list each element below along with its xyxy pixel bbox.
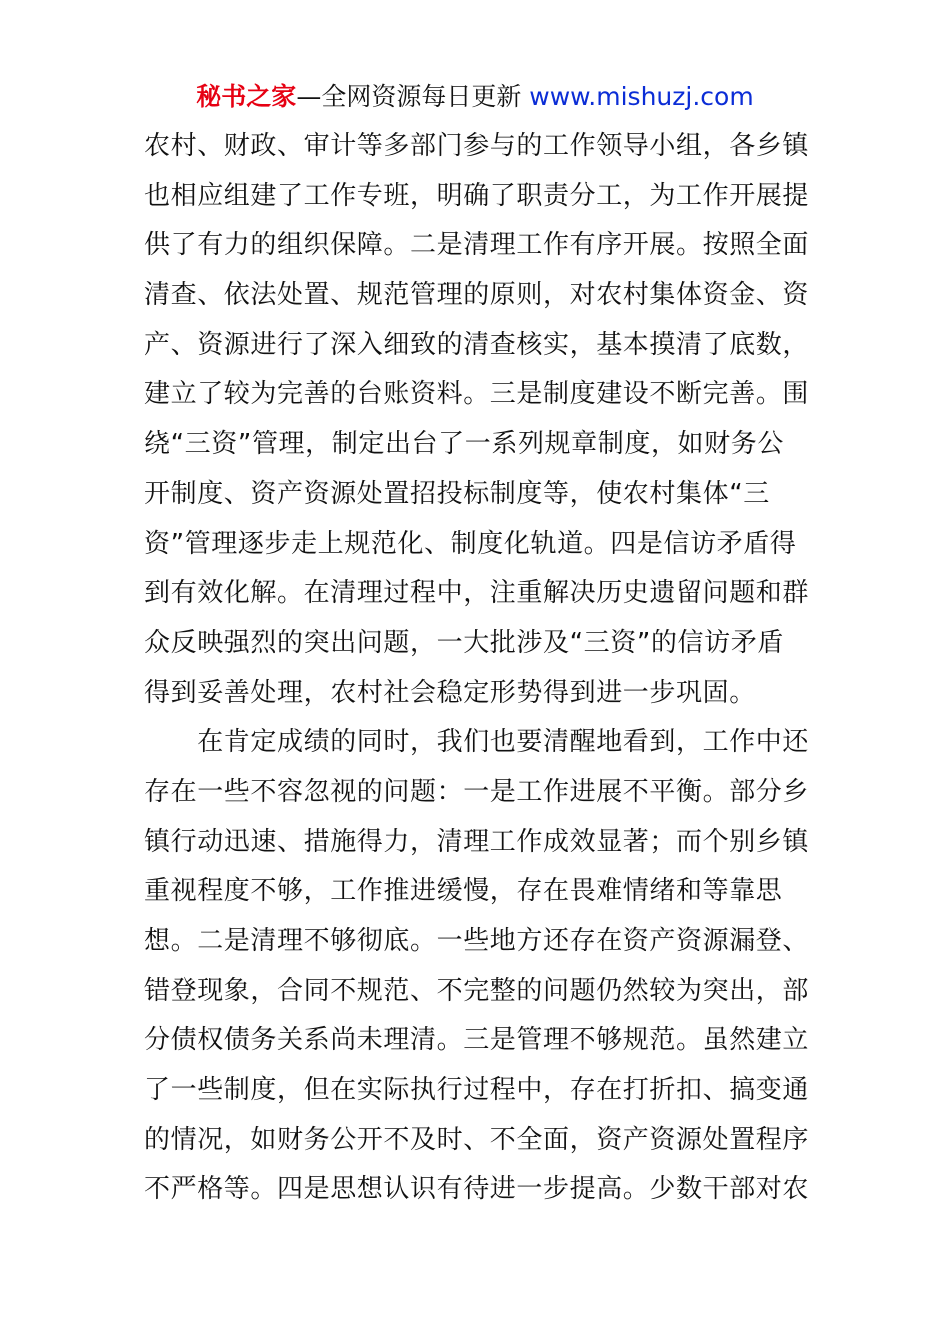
- text-line: 想。二是清理不够彻底。一些地方还存在资产资源漏登、: [144, 926, 810, 956]
- text-line: 建立了较为完善的台账资料。三是制度建设不断完善。围: [144, 379, 810, 410]
- text-line: 绕“三资”管理，制定出台了一系列规章制度，如财务公: [144, 429, 784, 460]
- page-header: [0, 82, 950, 112]
- text-line: 分债权债务关系尚未理清。三是管理不够规范。虽然建立: [144, 1025, 810, 1056]
- text-line: 得到妥善处理，农村社会稳定形势得到进一步巩固。: [144, 677, 756, 708]
- text-line: 众反映强烈的突出问题，一大批涉及“三资”的信访矛盾: [144, 627, 784, 658]
- text-line: 资”管理逐步走上规范化、制度化轨道。四是信访矛盾得: [144, 528, 797, 559]
- text-line: 也相应组建了工作专班，明确了职责分工，为工作开展提: [144, 180, 810, 211]
- text-line: 镇行动迅速、措施得力，清理工作成效显著；而个别乡镇: [144, 826, 810, 857]
- header-brand: 秘书之家: [196, 82, 297, 111]
- text-line: 的情况，如财务公开不及时、不全面，资产资源处置程序: [144, 1124, 810, 1155]
- text-line: 了一些制度，但在实际执行过程中，存在打折扣、搞变通: [144, 1075, 810, 1106]
- text-line: 到有效化解。在清理过程中，注重解决历史遗留问题和群: [144, 578, 810, 609]
- text-line: 重视程度不够，工作推进缓慢，存在畏难情绪和等靠思: [144, 876, 783, 907]
- text-line: 农村、财政、审计等多部门参与的工作领导小组，各乡镇: [144, 131, 810, 161]
- text-line: 错登现象，合同不规范、不完整的问题仍然较为突出，部: [144, 975, 810, 1006]
- text-line: 在肯定成绩的同时，我们也要清醒地看到，工作中还: [144, 727, 810, 758]
- text-line: 不严格等。四是思想认识有待进一步提高。少数干部对农: [144, 1174, 810, 1205]
- body-text: [144, 122, 808, 1215]
- text-line: 清查、依法处置、规范管理的原则，对农村集体资金、资: [144, 280, 810, 311]
- text-line: 存在一些不容忽视的问题：一是工作进展不平衡。部分乡: [144, 776, 810, 807]
- text-line: 开制度、资产资源处置招投标制度等，使农村集体“三: [144, 478, 770, 509]
- header-tagline: —全网资源每日更新: [296, 82, 530, 111]
- text-line: 供了有力的组织保障。二是清理工作有序开展。按照全面: [144, 230, 810, 261]
- header-url-link[interactable]: www.mishuzj.com: [529, 82, 754, 111]
- text-line: 产、资源进行了深入细致的清查核实，基本摸清了底数，: [144, 329, 810, 360]
